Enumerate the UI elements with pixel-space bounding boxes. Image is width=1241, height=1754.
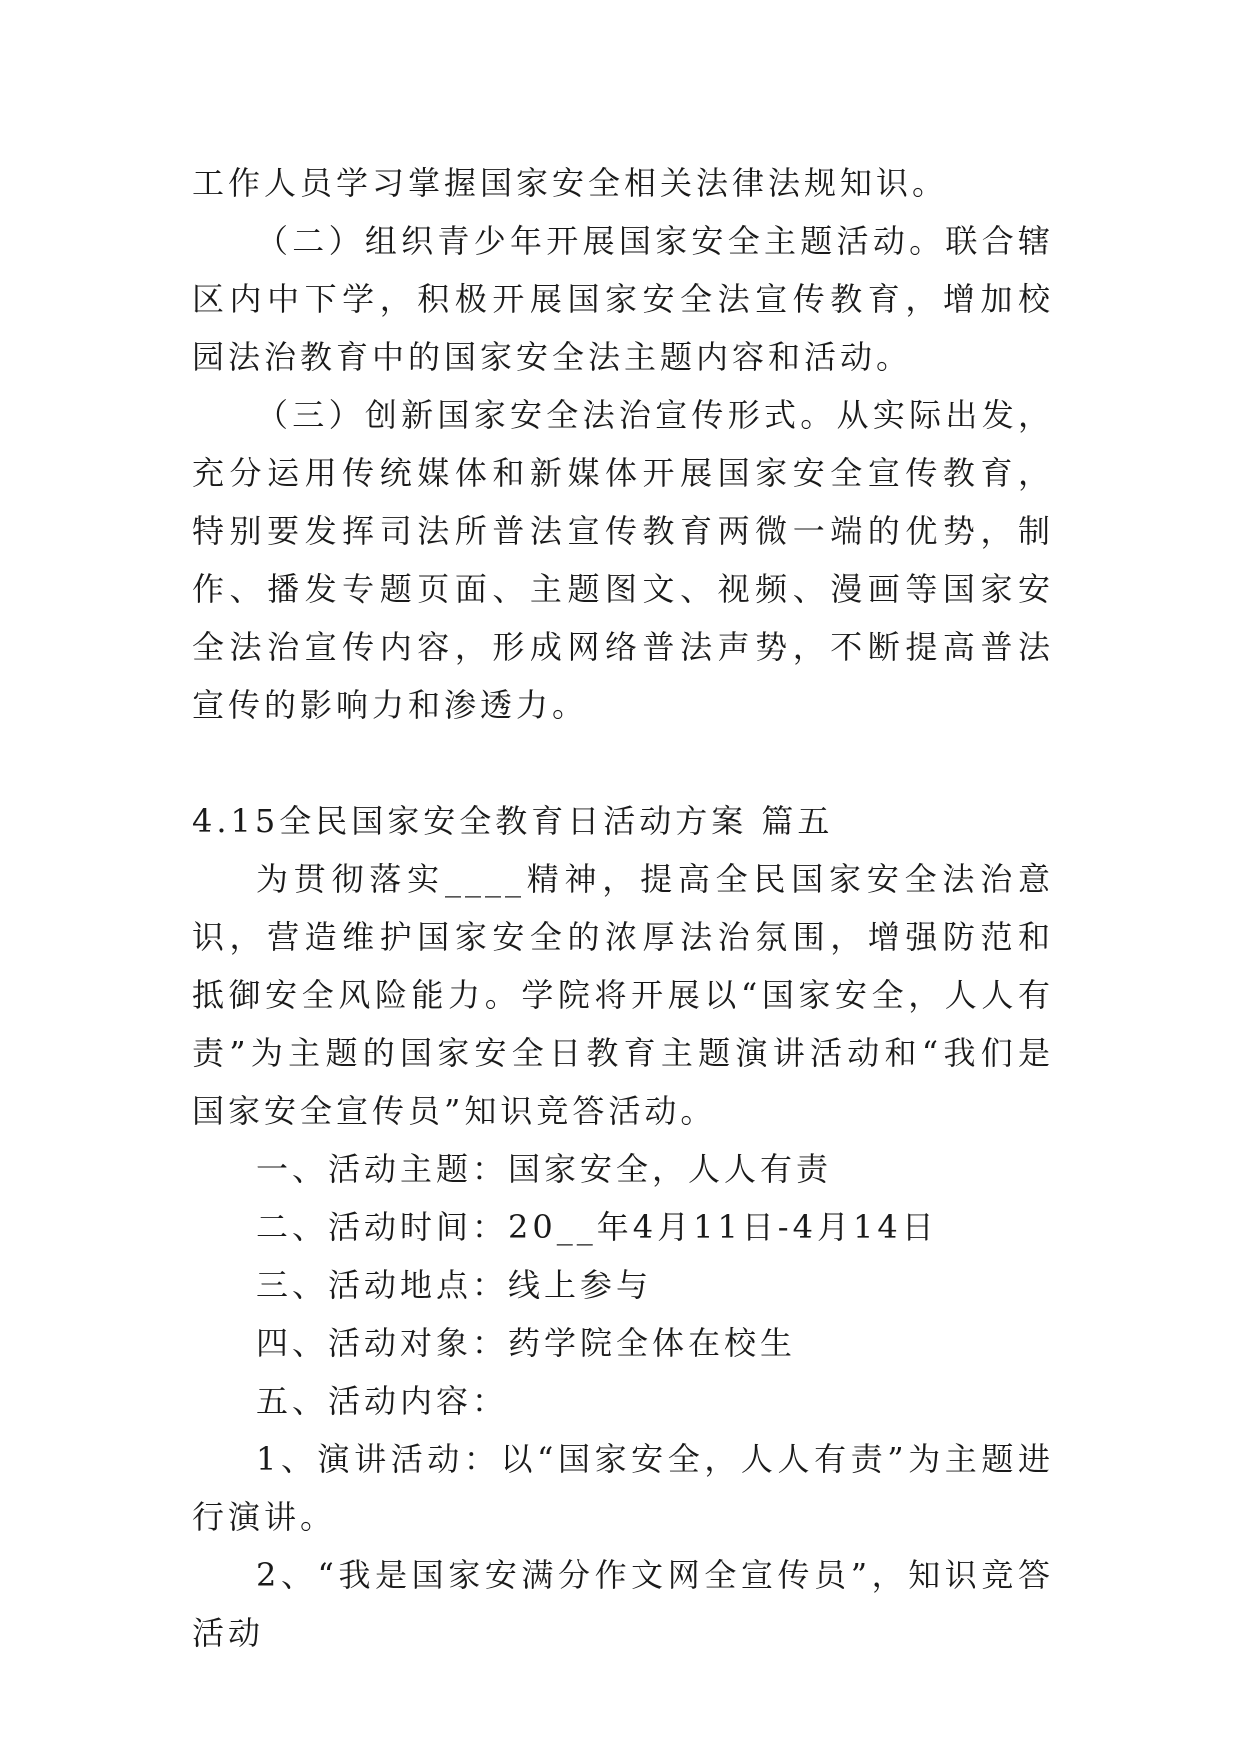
- item-activity-location: 三、活动地点：线上参与: [256, 1266, 653, 1304]
- document-body: [192, 154, 1054, 1662]
- item-activity-audience: 四、活动对象：药学院全体在校生: [256, 1324, 797, 1362]
- paragraph-youth-activities: （二）组织青少年开展国家安全主题活动。联合辖区内中下学，积极开展国家安全法宣传教育，增加校园法治教育中的国家安全法主题内容和活动。: [192, 222, 1054, 376]
- item-quiz-activity: 2、“我是国家安满分作文网全宣传员”，知识竞答活动: [192, 1556, 1054, 1652]
- item-activity-theme: 一、活动主题：国家安全，人人有责: [256, 1150, 833, 1188]
- paragraph-continuation: 工作人员学习掌握国家安全相关法律法规知识。: [192, 164, 949, 202]
- paragraph-innovation-forms: （三）创新国家安全法治宣传形式。从实际出发，充分运用传统媒体和新媒体开展国家安全宣传教育，特别要发挥司法所普法宣传教育两微一端的优势，制作、播发专题页面、主题图文、视频、漫画等国家安全法治宣传内容，形成网络普法声势，不断提高普法宣传的影响力和渗透力。: [192, 396, 1054, 724]
- item-activity-content: 五、活动内容：: [256, 1382, 509, 1420]
- paragraph-intro: 为贯彻落实____精神，提高全民国家安全法治意识，营造维护国家安全的浓厚法治氛围，增强防范和抵御安全风险能力。学院将开展以“国家安全，人人有责”为主题的国家安全日教育主题演讲活动和“我们是国家安全宣传员”知识竞答活动。: [192, 860, 1054, 1130]
- item-speech-activity: 1、演讲活动：以“国家安全，人人有责”为主题进行演讲。: [192, 1440, 1054, 1536]
- item-activity-time: 二、活动时间：20__年4月11日-4月14日: [256, 1208, 938, 1246]
- section-heading: 4.15全民国家安全教育日活动方案 篇五: [192, 802, 834, 840]
